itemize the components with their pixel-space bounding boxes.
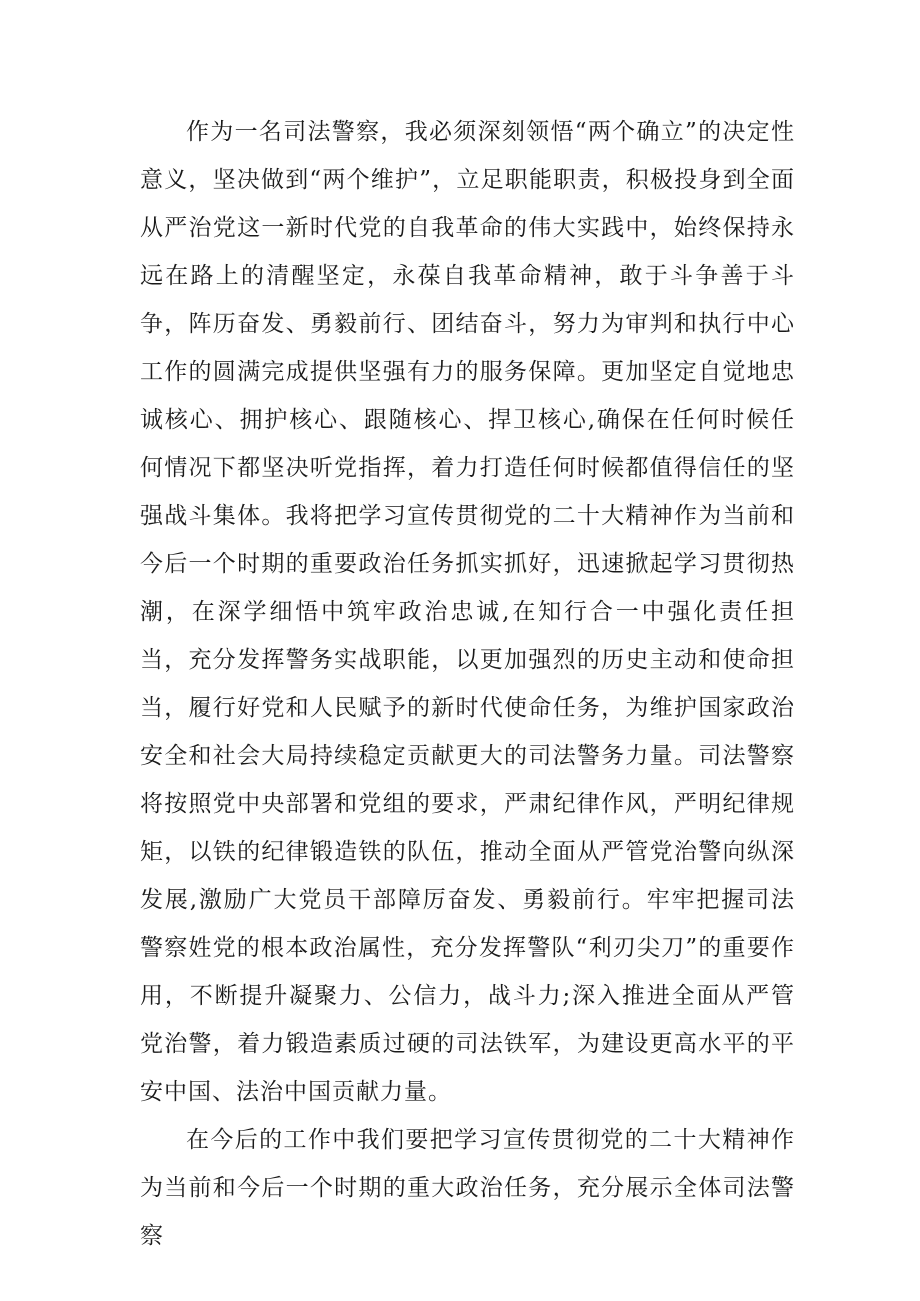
paragraph-2: 在今后的工作中我们要把学习宣传贯彻党的二十大精神作为当前和今后一个时期的重大政治任务，充分展示全体司法警察	[140, 1127, 795, 1249]
paragraph-1: 作为一名司法警察，我必须深刻领悟“两个确立”的决定性意义，坚决做到“两个维护”，立足职能职责，积极投身到全面从严治党这一新时代党的自我革命的伟大实践中，始终保持永远在路上的清醒坚定，永葆自我革命精神，敢于斗争善于斗争，阵历奋发、勇毅前行、团结奋斗，努力为审判和执行中心工作的圆满完成提供坚强有力的服务保障。更加坚定自觉地忠诚核心、拥护核心、跟随核心、捍卫核心,确保在任何时候任何情况下都坚决听党指挥，着力打造任何时候都值得信任的坚强战斗集体。我将把学习宣传贯彻党的二十大精神作为当前和今后一个时期的重要政治任务抓实抓好，迅速掀起学习贯彻热潮，在深学细悟中筑牢政治忠诚,在知行合一中强化责任担当，充分发挥警务实战职能，以更加强烈的历史主动和使命担当，履行好党和人民赋予的新时代使命任务，为维护国家政治安全和社会大局持续稳定贡献更大的司法警务力量。司法警察将按照党中央部署和党组的要求，严肃纪律作风，严明纪律规矩，以铁的纪律锻造铁的队伍，推动全面从严管党治警向纵深发展,激励广大党员干部障厉奋发、勇毅前行。牢牢把握司法警察姓党的根本政治属性，充分发挥警队“利刃尖刀”的重要作用，不断提升凝聚力、公信力，战斗力;深入推进全面从严管党治警，着力锻造素质过硬的司法铁军，为建设更高水平的平安中国、法治中国贡献力量。	[140, 119, 795, 1105]
document-body	[140, 108, 795, 1260]
